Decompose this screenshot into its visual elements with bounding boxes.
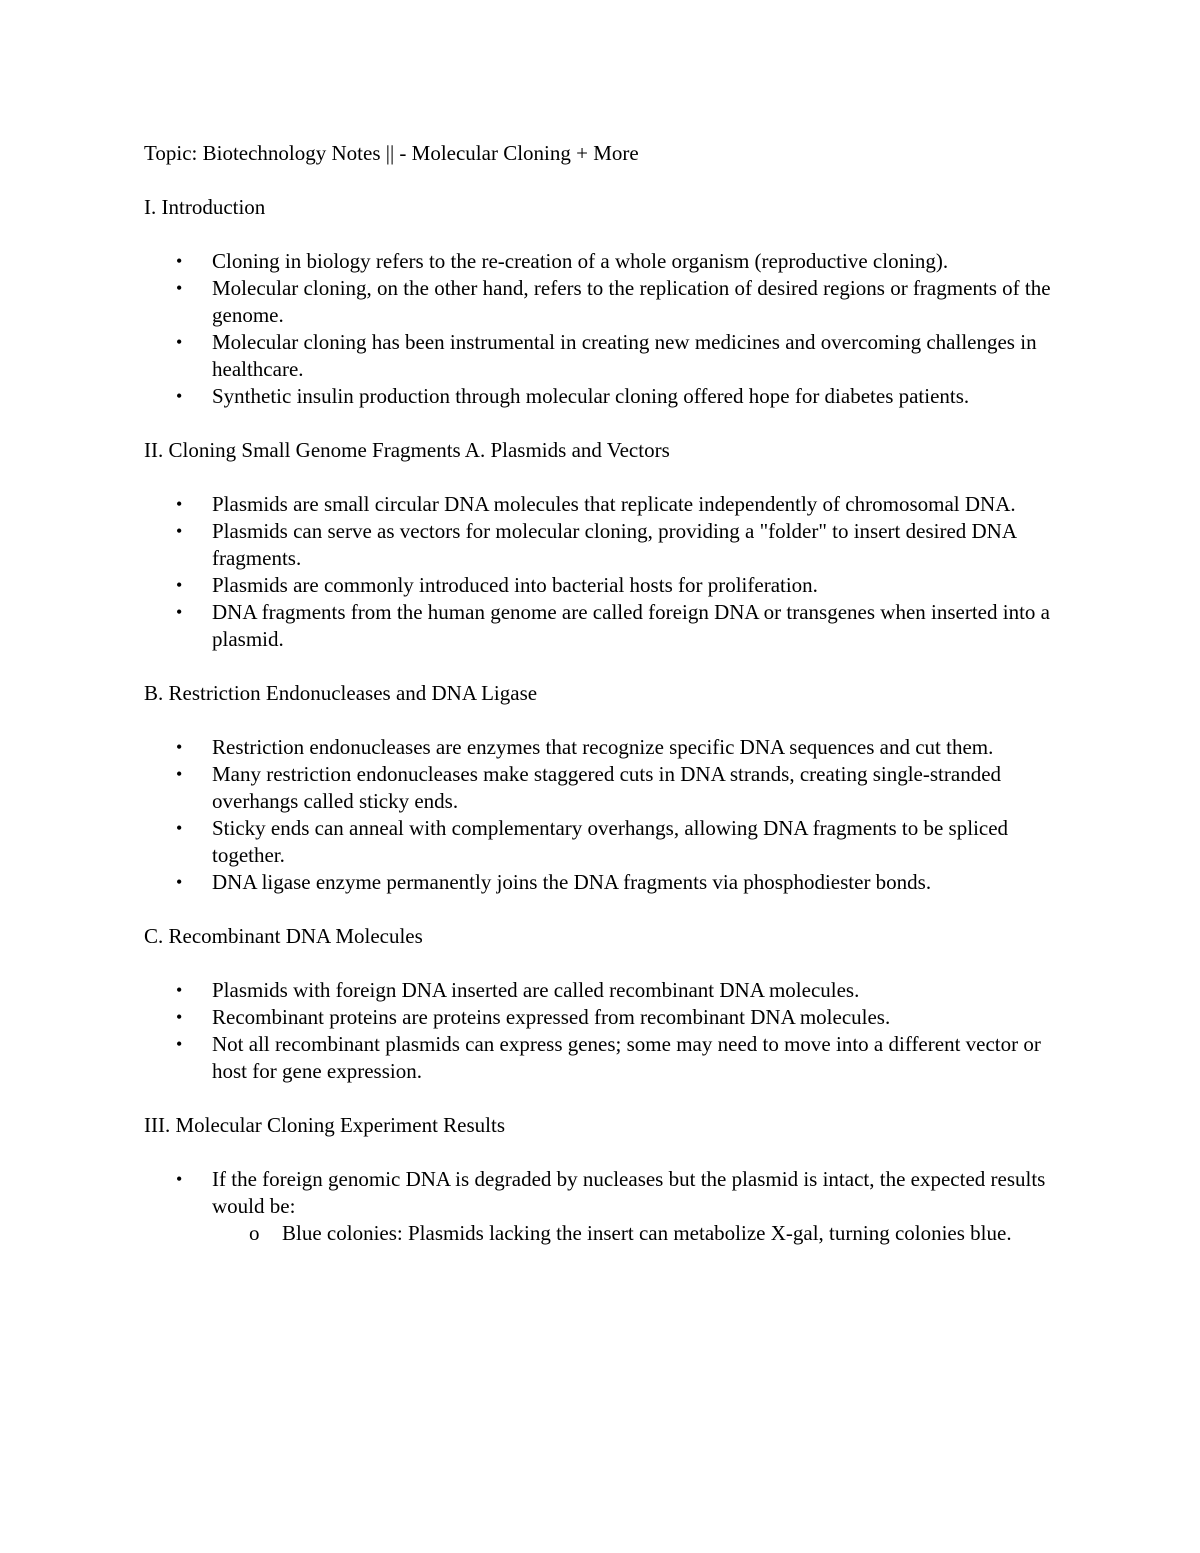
circle-bullet-icon: o xyxy=(249,1221,260,1245)
list-item: • Not all recombinant plasmids can express genes; some may need to move into a different vector or host for gene expression. xyxy=(176,1032,1041,1083)
list-item: • DNA fragments from the human genome are called foreign DNA or transgenes when inserted into a plasmid. xyxy=(176,600,1050,651)
section-heading: I. Introduction xyxy=(144,195,266,219)
sub-bullet-list xyxy=(212,1220,1064,1247)
bullet-list xyxy=(144,248,1064,410)
bullet-icon: • xyxy=(176,818,183,838)
section-heading: III. Molecular Cloning Experiment Results xyxy=(144,1113,506,1137)
list-item: • Recombinant proteins are proteins expressed from recombinant DNA molecules. xyxy=(176,1005,891,1029)
bullet-icon: • xyxy=(176,386,183,406)
section-heading: C. Recombinant DNA Molecules xyxy=(144,924,423,948)
list-item: • Plasmids are commonly introduced into bacterial hosts for proliferation. xyxy=(176,573,818,597)
bullet-icon: • xyxy=(176,332,183,352)
document-page xyxy=(144,140,1064,1274)
list-item: • Synthetic insulin production through molecular cloning offered hope for diabetes patients. xyxy=(176,384,970,408)
list-item: • Molecular cloning has been instrumental in creating new medicines and overcoming challenges in healthcare. xyxy=(176,330,1037,381)
list-item: • Plasmids with foreign DNA inserted are called recombinant DNA molecules. xyxy=(176,978,860,1002)
list-item: • Restriction endonucleases are enzymes that recognize specific DNA sequences and cut them. xyxy=(176,735,994,759)
bullet-icon: • xyxy=(176,980,183,1000)
bullet-icon: • xyxy=(176,1007,183,1027)
list-item: • If the foreign genomic DNA is degraded by nucleases but the plasmid is intact, the expected results would be: o Blue colonies: Plasmids lacking the insert can metabolize X-gal, turning colonies blue. xyxy=(144,1166,1064,1247)
bullet-icon: • xyxy=(176,602,183,622)
list-item: • DNA ligase enzyme permanently joins the DNA fragments via phosphodiester bonds. xyxy=(176,870,932,894)
section-heading: B. Restriction Endonucleases and DNA Ligase xyxy=(144,681,538,705)
sub-list-item: o Blue colonies: Plasmids lacking the insert can metabolize X-gal, turning colonies blue. xyxy=(249,1221,1012,1245)
bullet-icon: • xyxy=(176,1034,183,1054)
list-item: • Molecular cloning, on the other hand, refers to the replication of desired regions or fragments of the genome. xyxy=(176,276,1051,327)
bullet-icon: • xyxy=(176,494,183,514)
section-heading: II. Cloning Small Genome Fragments A. Plasmids and Vectors xyxy=(144,438,670,462)
bullet-icon: • xyxy=(176,737,183,757)
list-item: • Many restriction endonucleases make staggered cuts in DNA strands, creating single-stranded overhangs called sticky ends. xyxy=(176,762,1002,813)
bullet-icon: • xyxy=(176,764,183,784)
bullet-icon: • xyxy=(176,251,183,271)
list-item: • Cloning in biology refers to the re-creation of a whole organism (reproductive cloning). xyxy=(176,249,949,273)
bullet-icon: • xyxy=(176,521,183,541)
list-item: • Sticky ends can anneal with complementary overhangs, allowing DNA fragments to be spliced together. xyxy=(176,816,1009,867)
bullet-icon: • xyxy=(176,278,183,298)
list-item: • Plasmids are small circular DNA molecules that replicate independently of chromosomal DNA. xyxy=(176,492,1016,516)
bullet-icon: • xyxy=(176,1169,183,1189)
bullet-list xyxy=(144,491,1064,653)
bullet-list xyxy=(144,977,1064,1085)
bullet-icon: • xyxy=(176,575,183,595)
document-title: Topic: Biotechnology Notes || - Molecular Cloning + More xyxy=(144,141,639,165)
bullet-list xyxy=(144,1166,1064,1247)
bullet-icon: • xyxy=(176,872,183,892)
list-item: • Plasmids can serve as vectors for molecular cloning, providing a "folder" to insert desired DNA fragments. xyxy=(176,519,1016,570)
bullet-list xyxy=(144,734,1064,896)
